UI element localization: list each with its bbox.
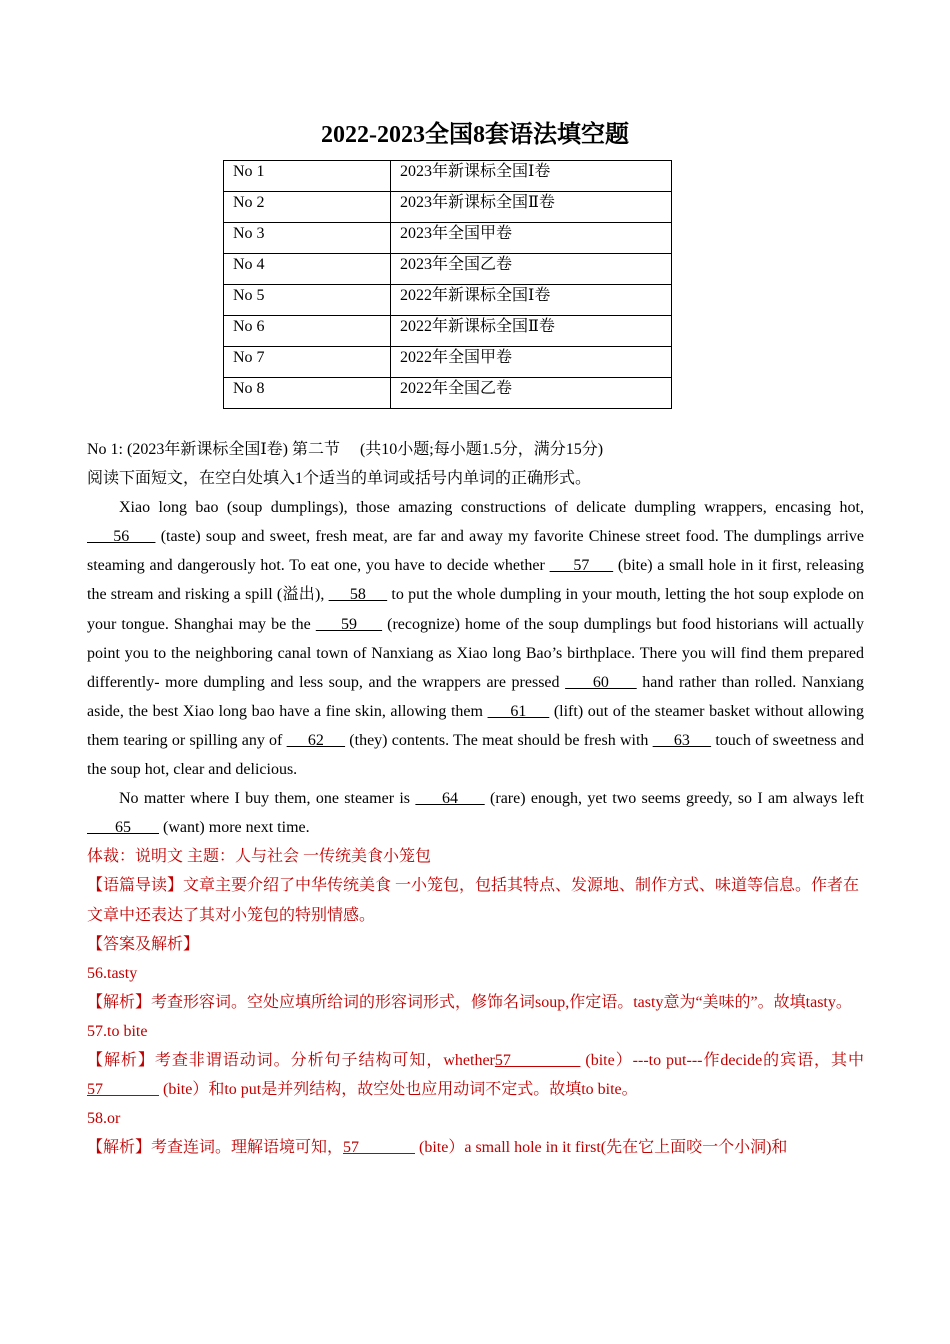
blank-ref: 57	[343, 1139, 416, 1157]
blank-60: 60	[565, 673, 637, 691]
index-no: No 4	[224, 254, 391, 285]
blank-ref: 57	[87, 1081, 159, 1099]
index-no: No 8	[224, 378, 391, 409]
index-paper: 2023年全国甲卷	[391, 223, 672, 254]
passage-text: (bite) a small hole in it first, releasing the stream and risking a spill (溢出),	[87, 557, 865, 604]
blank-65: 65	[87, 819, 159, 837]
answer-heading: 【答案及解析】	[87, 935, 200, 953]
answer-57: 57.to bite	[87, 1022, 148, 1040]
index-paper: 2022年新课标全国Ⅰ卷	[391, 285, 672, 316]
exam-index-table	[223, 160, 672, 409]
explanation-57	[87, 1046, 864, 1104]
index-row	[224, 347, 672, 378]
index-row	[224, 192, 672, 223]
blank-57: 57	[549, 557, 614, 575]
answer-56: 56.tasty	[87, 964, 138, 982]
index-row	[224, 285, 672, 316]
blank-63: 63	[652, 731, 712, 749]
passage-text: (taste) soup and sweet, fresh meat, are far and away my favorite Chinese street food. The dumplings arrive steaming and dangerously hot. To eat one, you have to decide whether	[87, 528, 864, 575]
passage-text: to put the whole dumpling in your mouth, letting the hot soup explode on your tongue. Shanghai may be the	[87, 586, 864, 633]
passage-text: (lift) out of the steamer basket without allowing them tearing or spilling any of	[87, 702, 864, 749]
passage-text: Xiao long bao (soup dumplings), those amazing constructions of delicate dumpling wrappers, encasing hot,	[119, 499, 864, 517]
passage-paragraph-1	[87, 493, 864, 784]
blank-58: 58	[328, 586, 388, 604]
index-row	[224, 223, 672, 254]
page-title: 2022-2023全国8套语法填空题	[321, 122, 629, 148]
index-row	[224, 378, 672, 409]
section-heading: No 1: (2023年新课标全国Ⅰ卷) 第二节 (共10小题;每小题1.5分，满分15分)	[87, 441, 604, 458]
passage-text: hand rather than rolled. Nanxiang aside, the best Xiao long bao have a fine skin, allowing them	[87, 673, 865, 720]
explanation-56: 【解析】考查形容词。空处应填所给词的形容词形式，修饰名词soup,作定语。tasty意为“美味的”。故填tasty。	[87, 993, 852, 1011]
index-no: No 1	[224, 161, 391, 192]
passage-text: (recognize) home of the soup dumplings but food historians will actually point you to the neighboring canal town of Nanxiang as Xiao long Bao’s birthplace. There you will find them prepared differently- more dumpling and less soup, and the wrappers are pressed	[87, 615, 864, 691]
blank-61: 61	[487, 702, 550, 720]
passage-paragraph-2	[87, 784, 864, 842]
reading-guide: 【语篇导读】文章主要介绍了中华传统美食 一小笼包，包括其特点、发源地、制作方式、味道等信息。作者在文章中还表达了其对小笼包的特别情感。	[87, 877, 860, 924]
index-no: No 6	[224, 316, 391, 347]
index-paper: 2022年全国甲卷	[391, 347, 672, 378]
index-paper: 2023年全国乙卷	[391, 254, 672, 285]
passage-text: No matter where I buy them, one steamer is	[119, 790, 416, 808]
explanation-text: 【解析】考查连词。理解语境可知，	[87, 1139, 344, 1157]
explanation-text: 【解析】考查非谓语动词。分析句子结构可知，whether	[87, 1051, 495, 1069]
answer-58: 58.or	[87, 1110, 121, 1128]
index-paper: 2022年新课标全国Ⅱ卷	[391, 316, 672, 347]
instruction: 阅读下面短文，在空白处填入1个适当的单词或括号内单词的正确形式。	[87, 470, 592, 488]
index-no: No 5	[224, 285, 391, 316]
explanation-text: (bite）和to put是并列结构，故空处也应用动词不定式。故填to bite。	[159, 1081, 638, 1099]
genre-theme: 体裁：说明文 主题：人与社会 一传统美食小笼包	[87, 848, 432, 866]
index-no: No 2	[224, 192, 391, 223]
passage-text: (they) contents. The meat should be fresh with	[345, 731, 653, 749]
explanation-text: (bite）---to put---作decide的宾语，其中	[580, 1051, 864, 1069]
index-row	[224, 254, 672, 285]
index-no: No 3	[224, 223, 391, 254]
index-no: No 7	[224, 347, 391, 378]
index-paper: 2022年全国乙卷	[391, 378, 672, 409]
passage-text: (rare) enough, yet two seems greedy, so I am always left	[484, 790, 865, 808]
blank-62: 62	[286, 731, 346, 749]
document-body	[87, 435, 864, 1162]
index-paper: 2023年新课标全国Ⅰ卷	[391, 161, 672, 192]
blank-64: 64	[415, 790, 485, 808]
explanation-text: (bite）a small hole in it first(先在它上面咬一个小洞)和	[415, 1139, 788, 1157]
index-row	[224, 161, 672, 192]
blank-ref: 57	[494, 1051, 581, 1069]
passage-text: touch of sweetness and the soup hot, clear and delicious.	[87, 731, 865, 779]
explanation-58	[87, 1133, 864, 1162]
passage-text: (want) more next time.	[159, 819, 310, 837]
blank-59: 59	[315, 615, 383, 633]
index-paper: 2023年新课标全国Ⅱ卷	[391, 192, 672, 223]
exam-index-body	[224, 161, 672, 409]
blank-56: 56	[87, 528, 156, 546]
index-row	[224, 316, 672, 347]
